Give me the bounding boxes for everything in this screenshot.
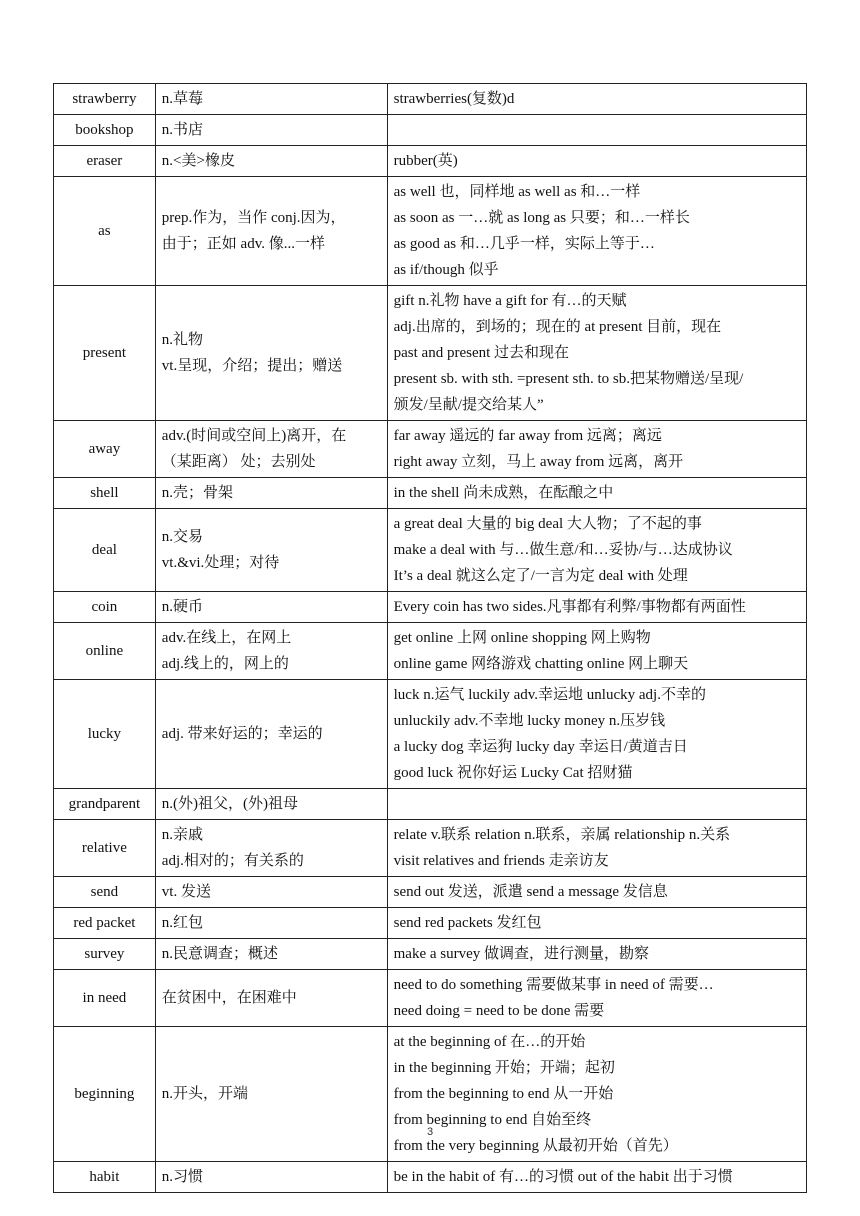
usage-line: luck n.运气 luckily adv.幸运地 unlucky adj.不幸的 [393, 687, 706, 703]
meaning-line: 在贫困中，在困难中 [161, 990, 297, 1006]
usage-line: right away 立刻，马上 away from 远离，离开 [393, 454, 684, 470]
usage-line: rubber(英) [393, 153, 458, 169]
word-cell: as [54, 177, 156, 286]
usage-line: online game 网络游戏 chatting online 网上聊天 [393, 656, 689, 672]
word-cell: relative [54, 820, 156, 877]
table-row [54, 908, 807, 939]
usage-cell [387, 939, 806, 970]
meaning-cell [155, 286, 387, 421]
usage-cell [387, 680, 806, 789]
usage-cell [387, 146, 806, 177]
meaning-cell [155, 789, 387, 820]
usage-line: as good as 和…几乎一样，实际上等于… [393, 236, 655, 252]
meaning-cell [155, 115, 387, 146]
usage-line: good luck 祝你好运 Lucky Cat 招财猫 [393, 765, 633, 781]
table-row [54, 789, 807, 820]
word-cell: eraser [54, 146, 156, 177]
usage-cell [387, 84, 806, 115]
meaning-line: adj.相对的；有关系的 [161, 853, 304, 869]
table-row [54, 509, 807, 592]
table-row [54, 84, 807, 115]
usage-cell [387, 286, 806, 421]
usage-line: get online 上网 online shopping 网上购物 [393, 630, 651, 646]
meaning-line: vt.&vi.处理；对待 [161, 555, 280, 571]
meaning-line: vt.呈现，介绍；提出；赠送 [161, 358, 343, 374]
usage-cell [387, 789, 806, 820]
page-number: 3 [426, 1126, 434, 1138]
meaning-cell [155, 908, 387, 939]
usage-cell [387, 1162, 806, 1193]
meaning-line: n.开头，开端 [161, 1086, 249, 1102]
table-row [54, 115, 807, 146]
table-row [54, 421, 807, 478]
usage-line: in the shell 尚未成熟，在酝酿之中 [393, 485, 614, 501]
usage-line: send red packets 发红包 [393, 915, 542, 931]
usage-cell [387, 177, 806, 286]
meaning-cell [155, 84, 387, 115]
usage-line: It’s a deal 就这么定了/一言为定 deal with 处理 [393, 568, 688, 584]
meaning-cell [155, 680, 387, 789]
usage-line: 颁发/呈献/提交给某人” [393, 397, 544, 413]
table-row [54, 592, 807, 623]
meaning-cell [155, 970, 387, 1027]
table-row [54, 623, 807, 680]
meaning-line: n.<美>橡皮 [161, 153, 235, 169]
meaning-line: n.民意调查；概述 [161, 946, 279, 962]
meaning-line: （某距离） 处；去别处 [161, 454, 316, 470]
meaning-line: n.红包 [161, 915, 204, 931]
usage-line: from the very beginning 从最初开始（首先） [393, 1138, 678, 1154]
usage-line: be in the habit of 有…的习惯 out of the habit 出于习惯 [393, 1169, 733, 1185]
usage-line: adj.出席的，到场的；现在的 at present 目前，现在 [393, 319, 722, 335]
meaning-line: n.壳；骨架 [161, 485, 234, 501]
meaning-line: n.亲戚 [161, 827, 204, 843]
table-row [54, 177, 807, 286]
usage-cell [387, 421, 806, 478]
table-row [54, 680, 807, 789]
usage-line: far away 遥远的 far away from 远离；离远 [393, 428, 662, 444]
word-cell: present [54, 286, 156, 421]
word-cell: bookshop [54, 115, 156, 146]
usage-line: from the beginning to end 从一开始 [393, 1086, 614, 1102]
usage-cell [387, 509, 806, 592]
word-cell: shell [54, 478, 156, 509]
usage-line: make a survey 做调查，进行测量，勘察 [393, 946, 650, 962]
usage-cell [387, 820, 806, 877]
usage-line: make a deal with 与…做生意/和…妥协/与…达成协议 [393, 542, 733, 558]
meaning-line: adv.(时间或空间上)离开，在 [161, 428, 347, 444]
meaning-line: n.(外)祖父，(外)祖母 [161, 796, 299, 812]
usage-cell [387, 877, 806, 908]
usage-line: as if/though 似乎 [393, 262, 499, 278]
usage-cell [387, 1027, 806, 1162]
meaning-cell [155, 939, 387, 970]
table-row [54, 1027, 807, 1162]
usage-line: unluckily adv.不幸地 lucky money n.压岁钱 [393, 713, 666, 729]
table-row [54, 146, 807, 177]
usage-line: need doing = need to be done 需要 [393, 1003, 605, 1019]
meaning-line: n.硬币 [161, 599, 204, 615]
table-row [54, 286, 807, 421]
usage-line: present sb. with sth. =present sth. to sb.把某物赠送/呈现/ [393, 371, 744, 387]
word-cell: lucky [54, 680, 156, 789]
meaning-cell [155, 877, 387, 908]
word-cell: red packet [54, 908, 156, 939]
meaning-cell [155, 421, 387, 478]
meaning-line: vt. 发送 [161, 884, 211, 900]
usage-line: gift n.礼物 have a gift for 有…的天赋 [393, 293, 627, 309]
word-cell: survey [54, 939, 156, 970]
usage-line: in the beginning 开始；开端；起初 [393, 1060, 615, 1076]
usage-line: as soon as 一…就 as long as 只要；和…一样长 [393, 210, 690, 226]
meaning-line: n.习惯 [161, 1169, 204, 1185]
meaning-cell [155, 509, 387, 592]
vocabulary-table [53, 83, 807, 1193]
usage-line: need to do something 需要做某事 in need of 需要… [393, 977, 714, 993]
usage-line: a great deal 大量的 big deal 大人物；了不起的事 [393, 516, 702, 532]
meaning-line: adj.线上的，网上的 [161, 656, 289, 672]
word-cell: beginning [54, 1027, 156, 1162]
table-row [54, 877, 807, 908]
meaning-line: prep.作为，当作 conj.因为， [161, 210, 346, 226]
meaning-cell [155, 820, 387, 877]
word-cell: in need [54, 970, 156, 1027]
table-row [54, 478, 807, 509]
meaning-cell [155, 623, 387, 680]
table-row [54, 820, 807, 877]
meaning-cell [155, 1027, 387, 1162]
word-cell: strawberry [54, 84, 156, 115]
meaning-line: 由于；正如 adv. 像...一样 [161, 236, 325, 252]
word-cell: coin [54, 592, 156, 623]
usage-cell [387, 478, 806, 509]
meaning-cell [155, 177, 387, 286]
meaning-line: n.交易 [161, 529, 204, 545]
meaning-cell [155, 146, 387, 177]
usage-line: visit relatives and friends 走亲访友 [393, 853, 609, 869]
usage-line: from beginning to end 自始至终 [393, 1112, 592, 1128]
usage-cell [387, 592, 806, 623]
table-row [54, 939, 807, 970]
usage-cell [387, 623, 806, 680]
meaning-cell [155, 478, 387, 509]
word-cell: online [54, 623, 156, 680]
word-cell: deal [54, 509, 156, 592]
usage-line: past and present 过去和现在 [393, 345, 570, 361]
usage-cell [387, 908, 806, 939]
usage-line: as well 也，同样地 as well as 和…一样 [393, 184, 641, 200]
table-row [54, 970, 807, 1027]
meaning-line: adv.在线上，在网上 [161, 630, 292, 646]
word-cell: away [54, 421, 156, 478]
meaning-line: n.草莓 [161, 91, 204, 107]
table-row [54, 1162, 807, 1193]
usage-line: at the beginning of 在…的开始 [393, 1034, 586, 1050]
usage-line: send out 发送，派遣 send a message 发信息 [393, 884, 668, 900]
usage-line: Every coin has two sides.凡事都有利弊/事物都有两面性 [393, 599, 746, 615]
usage-cell [387, 115, 806, 146]
word-cell: habit [54, 1162, 156, 1193]
word-cell: grandparent [54, 789, 156, 820]
usage-line: relate v.联系 relation n.联系，亲属 relationship n.关系 [393, 827, 731, 843]
meaning-cell [155, 592, 387, 623]
word-cell: send [54, 877, 156, 908]
meaning-cell [155, 1162, 387, 1193]
meaning-line: adj. 带来好运的；幸运的 [161, 726, 323, 742]
meaning-line: n.书店 [161, 122, 204, 138]
usage-cell [387, 970, 806, 1027]
usage-line: a lucky dog 幸运狗 lucky day 幸运日/黄道吉日 [393, 739, 688, 755]
usage-line: strawberries(复数)d [393, 91, 515, 107]
meaning-line: n.礼物 [161, 332, 204, 348]
